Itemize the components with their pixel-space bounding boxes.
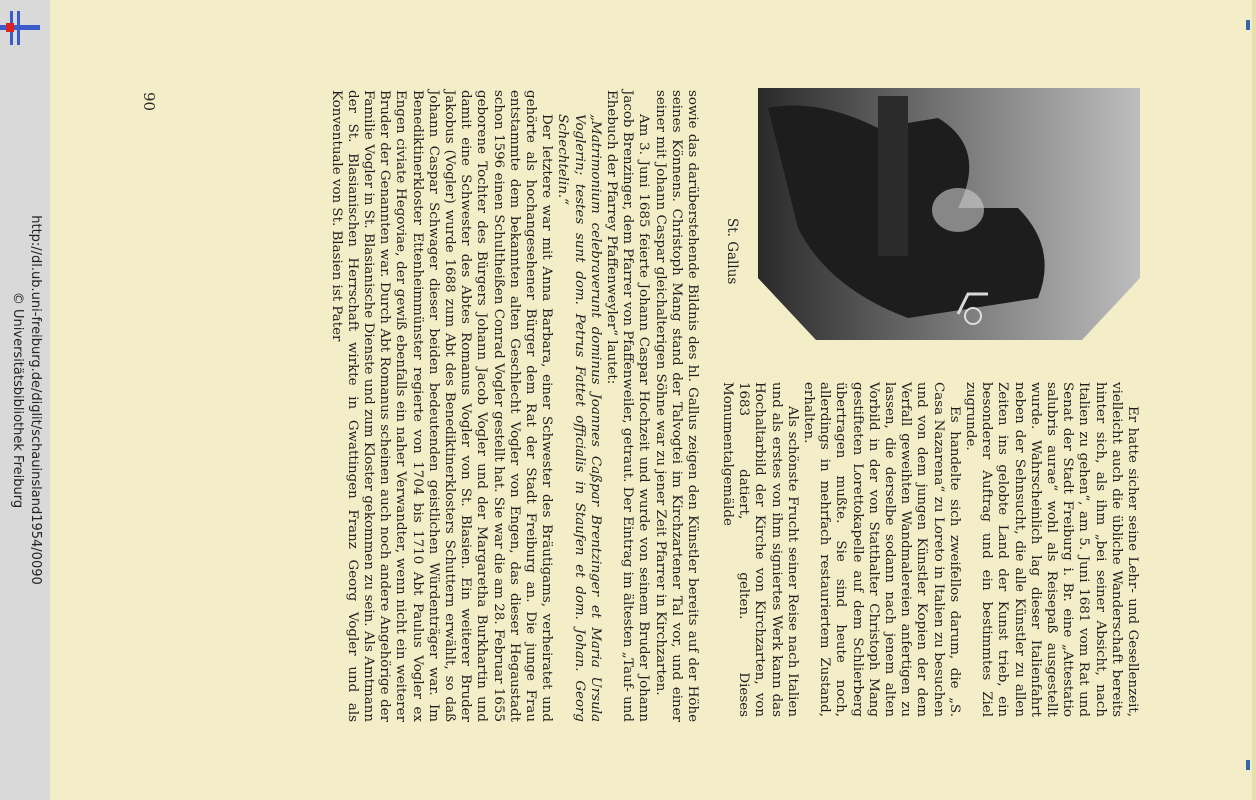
st-gallus-illustration xyxy=(758,88,1140,340)
sidebar-text xyxy=(6,0,44,800)
paragraph: sowie das darüberstehende Bildnis des hl. Gallus zeigen den Künstler bereits auf der Höhe seines Könnens. Christoph Mang stand der Talvogtei im Kirchzartener Tal vor, und einer seiner mit Johann Caspar gleichalterigen Söhne war zu jener Zeit Pfarrer in Kirchzarten. xyxy=(652,90,700,722)
viewer-sidebar xyxy=(0,0,50,800)
page-number: 90 xyxy=(140,92,158,112)
paragraph: Als schönste Frucht seiner Reise nach Italien und als erstes von ihm signiertes Werk kann das Hochaltarbild der Kirche von Kirchzarten, von 1683 datiert, gelten. Dieses Monumentalgemälde xyxy=(719,382,800,717)
scanned-page xyxy=(50,0,1256,800)
paragraph: Es handelte sich zweifellos darum, die „S. Casa Nazarena“ zu Loreto in Italien zu besuchen und von dem jungen Künstler Kopien der dem Verfall geweihten Wandmalereien anfertigen zu lassen, die derselbe sodann nach jenem alten Vorbild in der von Statthalter Christoph Mang gestifteten Lorettokapelle auf dem Schlierberg übertragen mußte. Sie sind heute noch, allerdings in mehrfach restauriertem Zustand, erhalten. xyxy=(800,382,962,717)
paragraph: Der letztere war mit Anna Barbara, einer Schwester des Bräutigams, verheiratet und gehörte als hochangesehener Bürger dem Rat der Stadt Freiburg an. Die junge Frau entstammte dem bekannten alten Geschlecht Vogler von Engen, das dieser Hegaustadt schon 1596 einen Schultheißen Conrad Vogler gestellt hat. Sie war die am 28. Februar 1655 geborene Tochter des Bürgers Johann Jacob Vogler und der Margaretha Burkhartin und damit eine Schwester des Abtes Romanus Vogler von St. Blasien. Ein weiterer Bruder Jakobus (Vogler) wurde 1688 zum Abt des Benediktinerklosters Schuttern erwählt, so daß Johann Caspar Schwager dieser beiden bedeutenden geistlichen Würdenträger war. Im Benediktinerkloster Ettenheimmünster regierte von 1704 bis 1710 Abt Paulus Vogler ex Engen civiate Hegoviae, der gewiß ebenfalls ein naher Verwandter, wenn nicht ein weiterer Bruder der Genannten war. Durch Abt Romanus scheinen auch noch andere Angehörige der Familie Vogler in St. Blasianische Dienste und zum Kloster gekommen zu sein. Als Amtmann der St. Blasianischen Herrschaft wirkte in Gwattingen Franz Georg Vogler und als Konventuale von St. Blasien ist Pater xyxy=(328,90,555,722)
paragraph: Er hatte sicher seine Lehr- und Gesellenzeit, vielleicht auch die übliche Wanderschaft bereits hinter sich, als ihm „bei seiner Absicht, nach Italien zu gehen“, am 5. Juni 1681 vom Rat und Senat der Stadt Freiburg i. Br. eine „Attestatio salubris aurae“ wohl als Reisepaß ausgestellt wurde. Wahrscheinlich lag dieser Italienfahrt neben der Sehnsucht, die alle Künstler zu allen Zeiten ins gelobte Land der Kunst trieb, ein besonderer Auftrag und ein bestimmtes Ziel zugrunde. xyxy=(962,382,1140,717)
latin-quote: „Matrimonium celebraverunt dominus Joannes Caßpar Brentzinger et Maria Ursula Voglerin; testes sunt dom. Petrus Fattet officialis in Staufen et dom. Johan. Georg Schechtelin.“ xyxy=(555,114,603,722)
page-content xyxy=(50,0,1256,800)
paragraph: Am 3. Juni 1685 feierte Johann Caspar Hochzeit und wurde von seinem Bruder Johann Jacob Brenzinger, dem Pfarrer von Pfaffenweiler, getraut. Der Eintrag im ältesten „Tauf- und Ehebuch der Pfarrey Pfaffenweyler“ lautet: xyxy=(603,90,652,722)
copyright-notice: © Universitätsbibliothek Freiburg xyxy=(10,291,25,509)
image-caption: St. Gallus xyxy=(724,218,740,285)
source-url[interactable]: http://dl.ub.uni-freiburg.de/diglit/schauinsland1954/0090 xyxy=(28,215,43,585)
text-column-top xyxy=(719,382,1140,717)
text-column-main xyxy=(327,90,700,722)
